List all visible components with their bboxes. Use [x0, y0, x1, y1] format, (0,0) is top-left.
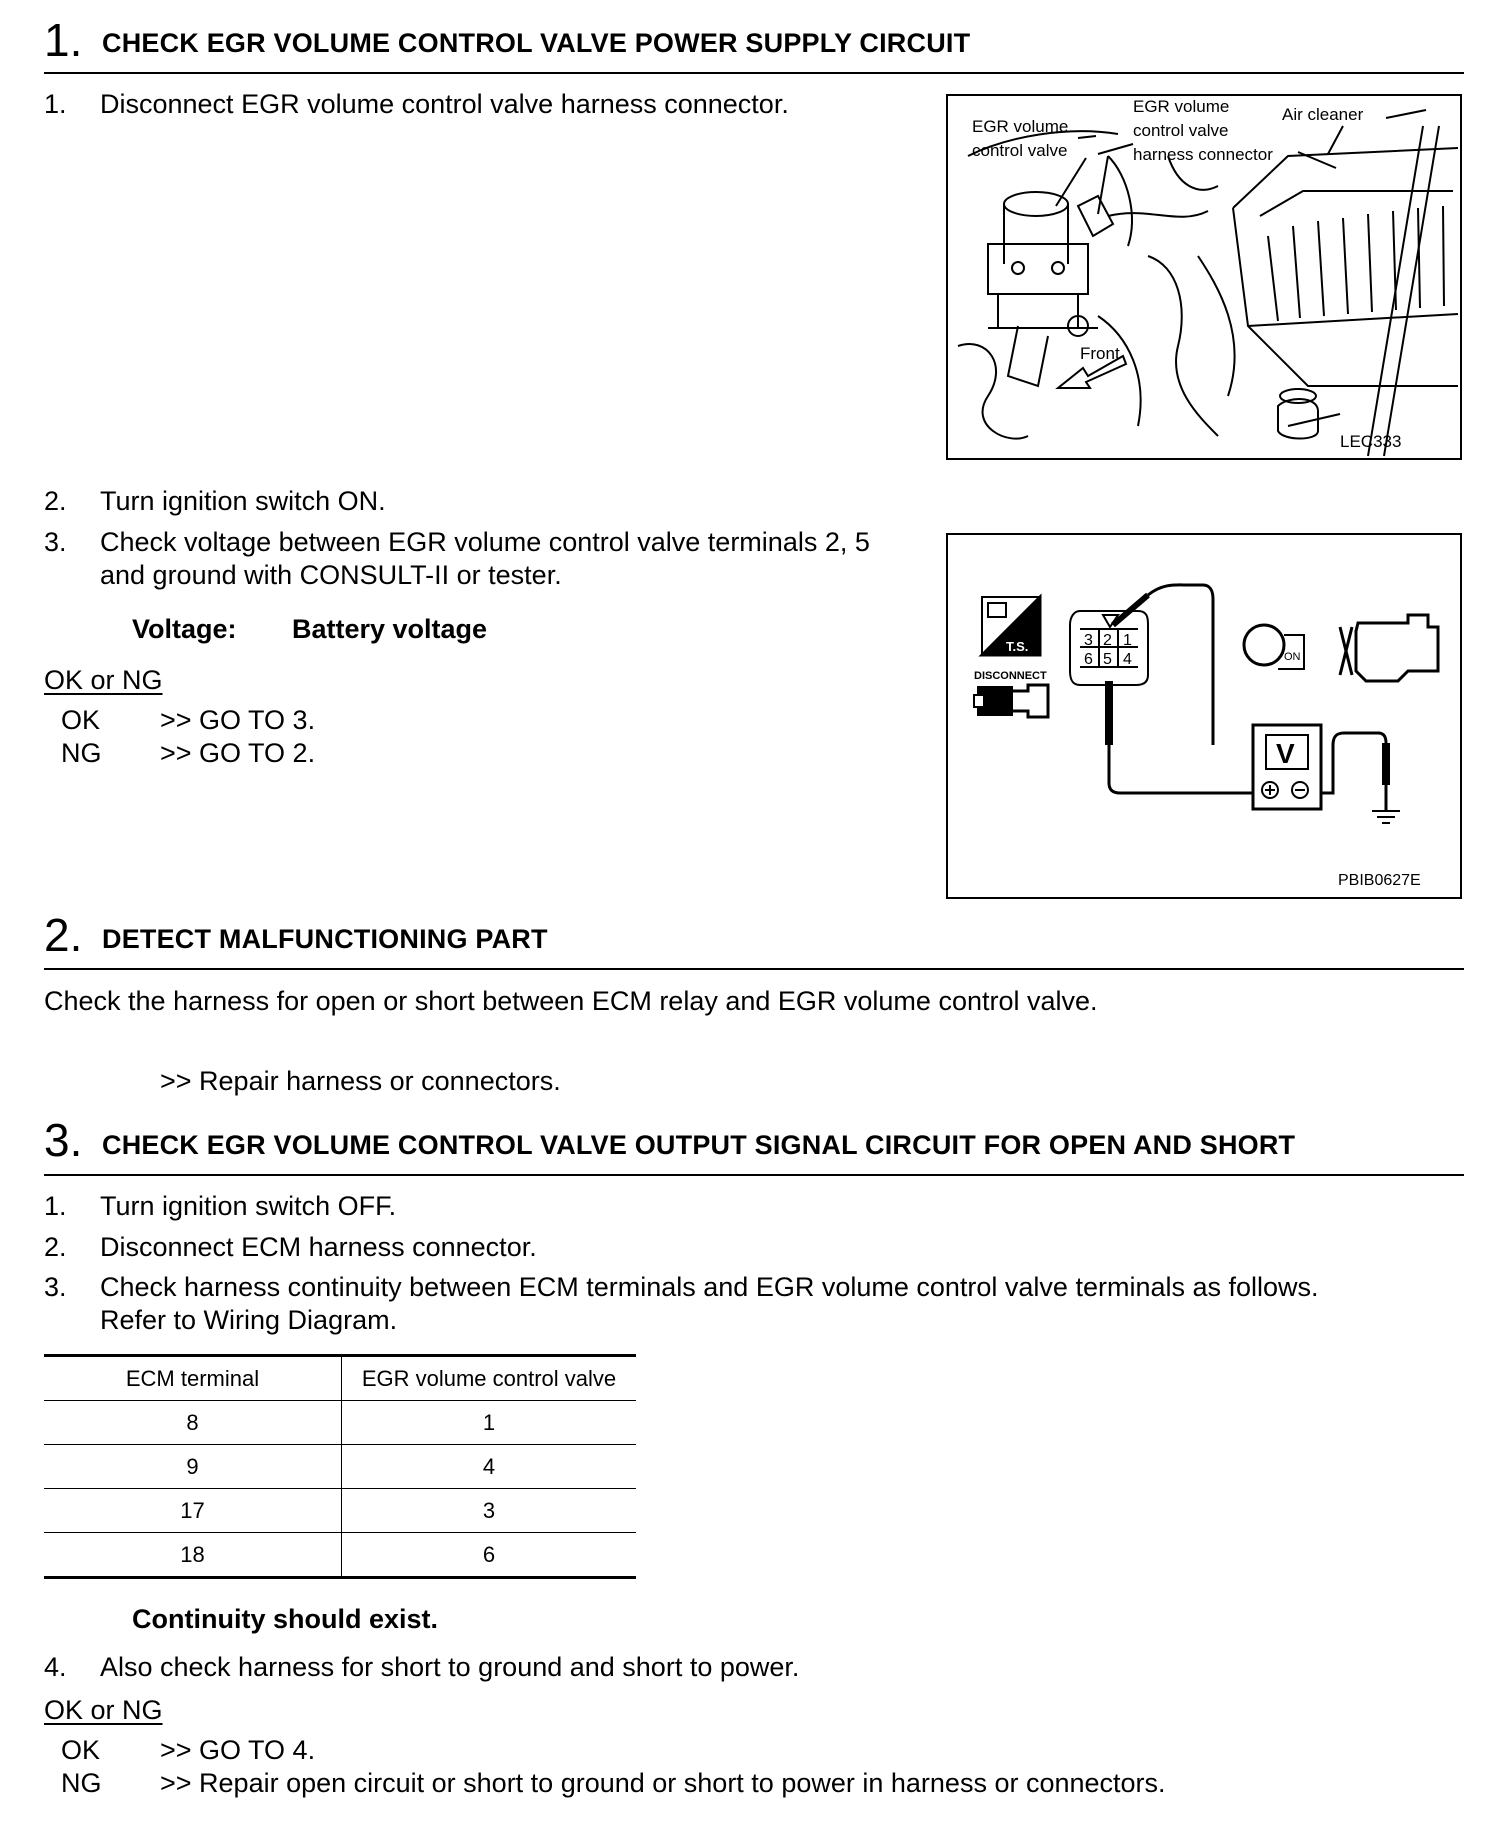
- table-cell: 6: [342, 1533, 637, 1578]
- step1-ok-ng-label: OK or NG: [44, 665, 163, 695]
- step3-item4-text: Also check harness for short to ground and short to power.: [100, 1652, 800, 1682]
- step1-title: CHECK EGR VOLUME CONTROL VALVE POWER SUPPLY CIRCUIT: [102, 28, 971, 58]
- step1-item3-line2: and ground with CONSULT-II or tester.: [100, 560, 562, 590]
- step3-ok-label: OK: [61, 1735, 101, 1765]
- label-air-cleaner: Air cleaner: [1282, 105, 1364, 124]
- table-cell: 17: [44, 1489, 342, 1533]
- step1-ok-action: >> GO TO 3.: [160, 705, 316, 735]
- step1-item3-number: 3.: [44, 527, 67, 557]
- table-header-ecm: ECM terminal: [44, 1356, 342, 1401]
- table-row: [44, 1533, 636, 1578]
- label-egr-valve-2: control valve: [972, 141, 1068, 160]
- step3-item1-text: Turn ignition switch OFF.: [100, 1191, 397, 1221]
- engine-bay-figure: [946, 94, 1462, 460]
- table-row: [44, 1489, 636, 1533]
- step2-title: DETECT MALFUNCTIONING PART: [102, 924, 548, 954]
- step3-ok-ng-label: OK or NG: [44, 1695, 163, 1725]
- step3-number: 3.: [44, 1114, 83, 1166]
- step3-ok-action: >> GO TO 4.: [160, 1735, 316, 1765]
- table-cell: 8: [44, 1401, 342, 1445]
- step1-rule: [44, 72, 1464, 74]
- step2-rule: [44, 968, 1464, 970]
- voltage-test-figure: [946, 533, 1462, 899]
- table-cell: 9: [44, 1445, 342, 1489]
- continuity-spec: Continuity should exist.: [132, 1604, 439, 1634]
- pin-3: 3: [1084, 632, 1093, 649]
- table-row: [44, 1401, 636, 1445]
- key-on-label: ON: [1284, 651, 1301, 663]
- table-cell: 4: [342, 1445, 637, 1489]
- pin-2: 2: [1103, 632, 1112, 649]
- step1-item2-text: Turn ignition switch ON.: [100, 486, 386, 516]
- step3-item3-number: 3.: [44, 1272, 67, 1302]
- step1-item1-number: 1.: [44, 89, 67, 119]
- terminal-table: [44, 1354, 636, 1579]
- table-cell: 18: [44, 1533, 342, 1578]
- table-row: [44, 1445, 636, 1489]
- table-cell: 1: [342, 1401, 637, 1445]
- step1-item2-number: 2.: [44, 486, 67, 516]
- step1-ok-label: OK: [61, 705, 101, 735]
- step3-item3-line1: Check harness continuity between ECM terminals and EGR volume control valve terminals as follows.: [100, 1272, 1319, 1302]
- disconnect-label: DISCONNECT: [974, 670, 1047, 682]
- figure2-code: PBIB0627E: [1338, 872, 1421, 889]
- table-cell: 3: [342, 1489, 637, 1533]
- step3-item3-line2: Refer to Wiring Diagram.: [100, 1305, 398, 1335]
- label-connector-1: EGR volume: [1133, 97, 1230, 116]
- step1-item3-line1: Check voltage between EGR volume control valve terminals 2, 5: [100, 527, 870, 557]
- voltage-test-drawing: [948, 535, 1460, 897]
- engine-bay-drawing: [948, 96, 1460, 458]
- label-connector-2: control valve: [1133, 121, 1229, 140]
- step3-title: CHECK EGR VOLUME CONTROL VALVE OUTPUT SIGNAL CIRCUIT FOR OPEN AND SHORT: [102, 1130, 1296, 1160]
- step2-action: >> Repair harness or connectors.: [160, 1066, 561, 1096]
- step3-rule: [44, 1174, 1464, 1176]
- step1-ng-label: NG: [61, 738, 102, 768]
- meter-label: V: [1276, 738, 1295, 769]
- voltage-spec-value: Battery voltage: [292, 614, 488, 644]
- label-connector-3: harness connector: [1133, 145, 1273, 164]
- step1-ng-action: >> GO TO 2.: [160, 738, 316, 768]
- pin-6: 6: [1084, 651, 1093, 668]
- step3-ng-label: NG: [61, 1768, 102, 1798]
- ts-label: T.S.: [1006, 639, 1029, 654]
- step1-item1-text: Disconnect EGR volume control valve harness connector.: [100, 89, 789, 119]
- step3-item2-number: 2.: [44, 1232, 67, 1262]
- pin-4: 4: [1123, 651, 1132, 668]
- step3-item1-number: 1.: [44, 1191, 67, 1221]
- label-front: Front: [1080, 344, 1120, 363]
- step3-item2-text: Disconnect ECM harness connector.: [100, 1232, 537, 1262]
- step2-number: 2.: [44, 909, 83, 961]
- pin-5: 5: [1103, 651, 1112, 668]
- figure1-code: LEC333: [1340, 432, 1402, 451]
- label-egr-valve-1: EGR volume: [972, 117, 1069, 136]
- table-header-egr: EGR volume control valve: [342, 1356, 637, 1401]
- step3-item4-number: 4.: [44, 1652, 67, 1682]
- step1-number: 1.: [44, 14, 83, 66]
- pin-1: 1: [1123, 632, 1132, 649]
- voltage-spec-label: Voltage:: [132, 614, 237, 644]
- table-header-row: [44, 1356, 636, 1401]
- step2-text: Check the harness for open or short between ECM relay and EGR volume control valve.: [44, 986, 1098, 1016]
- step3-ng-action: >> Repair open circuit or short to ground or short to power in harness or connectors.: [160, 1768, 1166, 1798]
